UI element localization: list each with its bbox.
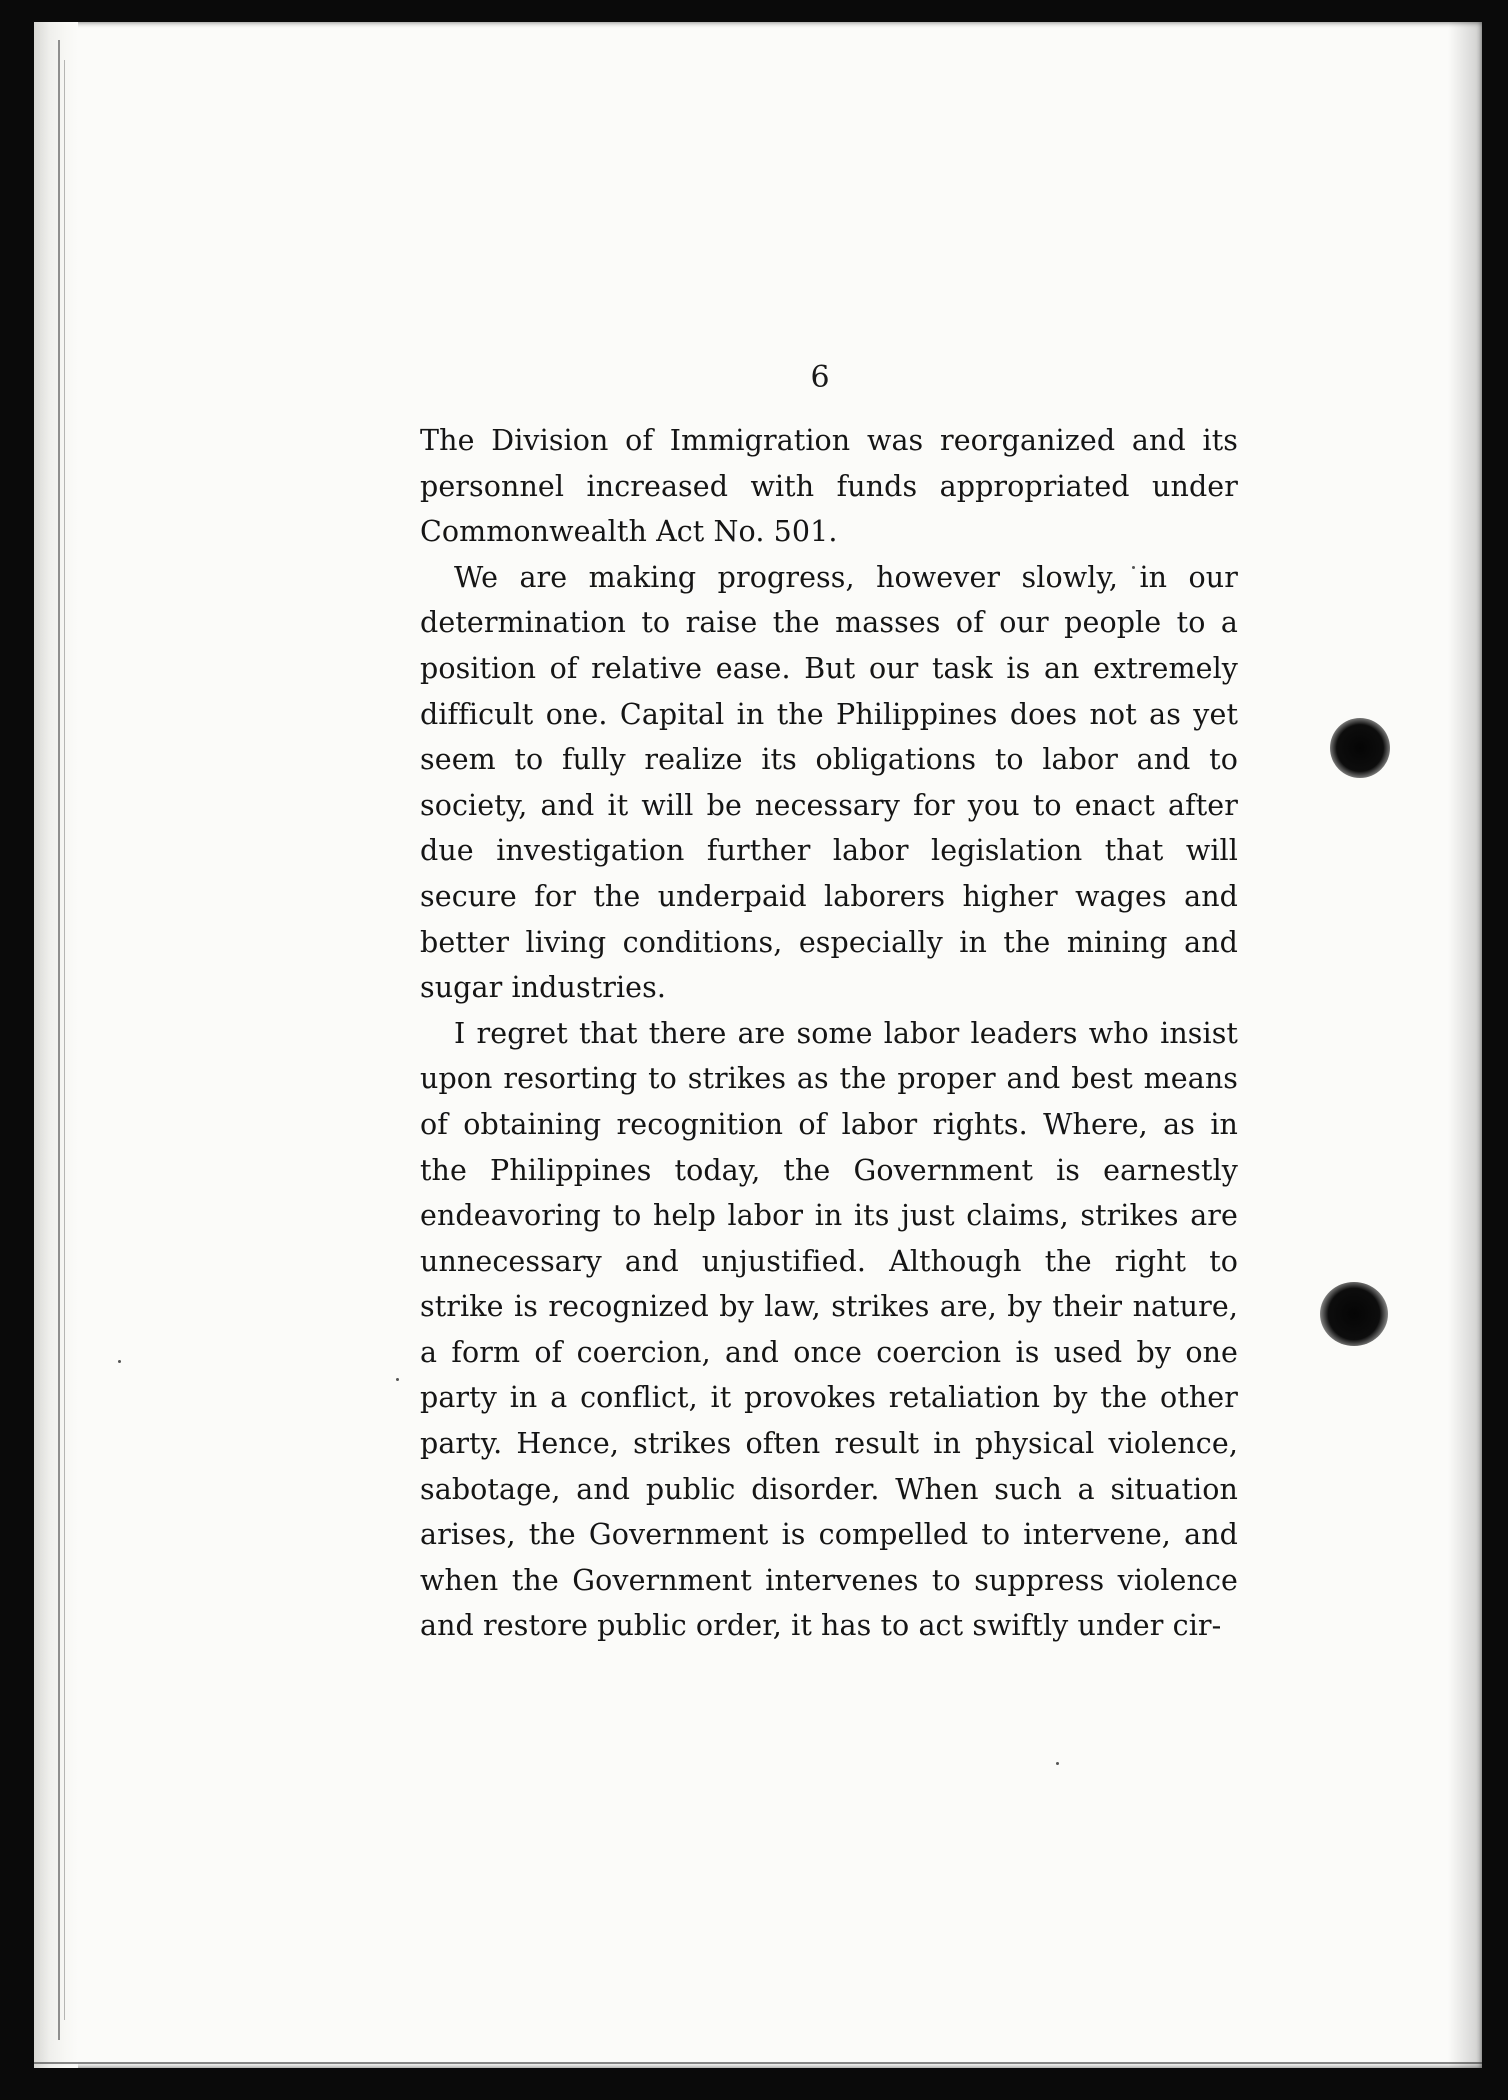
bottom-edge-line	[34, 2062, 1482, 2064]
dust-speck	[396, 1378, 399, 1381]
binding-edge	[34, 22, 78, 2068]
page-number: 6	[810, 360, 830, 395]
edge-line	[58, 40, 60, 2040]
dust-speck	[1056, 1762, 1059, 1765]
edge-line	[64, 60, 65, 2020]
body-text	[420, 418, 1238, 1649]
paragraph: We are making progress, however slowly, in our determination to raise the masses of our people to a position of relative ease. But our task is an extremely difficult one. Capital in the Philippines does not as yet seem to fully realize its obligations to labor and to society, and it will be necessary for you to enact after due investigation further labor legislation that will secure for the underpaid laborers higher wages and better living conditions, especially in the mining and sugar industries.	[420, 560, 1238, 1005]
punch-hole-mark	[1330, 718, 1390, 778]
dust-speck	[118, 1360, 121, 1363]
paragraph: I regret that there are some labor leaders who insist upon resorting to strikes as the proper and best means of obtaining recognition of labor rights. Where, as in the Philippines today, the Government is earnestly endeavoring to help labor in its just claims, strikes are unnecessary and unjustified. Although the right to strike is recognized by law, strikes are, by their nature, a form of coercion, and once coercion is used by one party in a conflict, it provokes retaliation by the other party. Hence, strikes often result in physical violence, sabotage, and public disorder. When such a situation arises, the Government is compelled to intervene, and when the Government intervenes to suppress violence and restore public order, it has to act swiftly under cir-	[420, 1016, 1238, 1643]
page-shadow	[1448, 22, 1482, 2068]
punch-hole-mark	[1320, 1282, 1388, 1346]
paragraph: The Division of Immigration was reorganized and its personnel increased with funds appropriated under Commonwealth Act No. 501.	[420, 424, 1238, 549]
